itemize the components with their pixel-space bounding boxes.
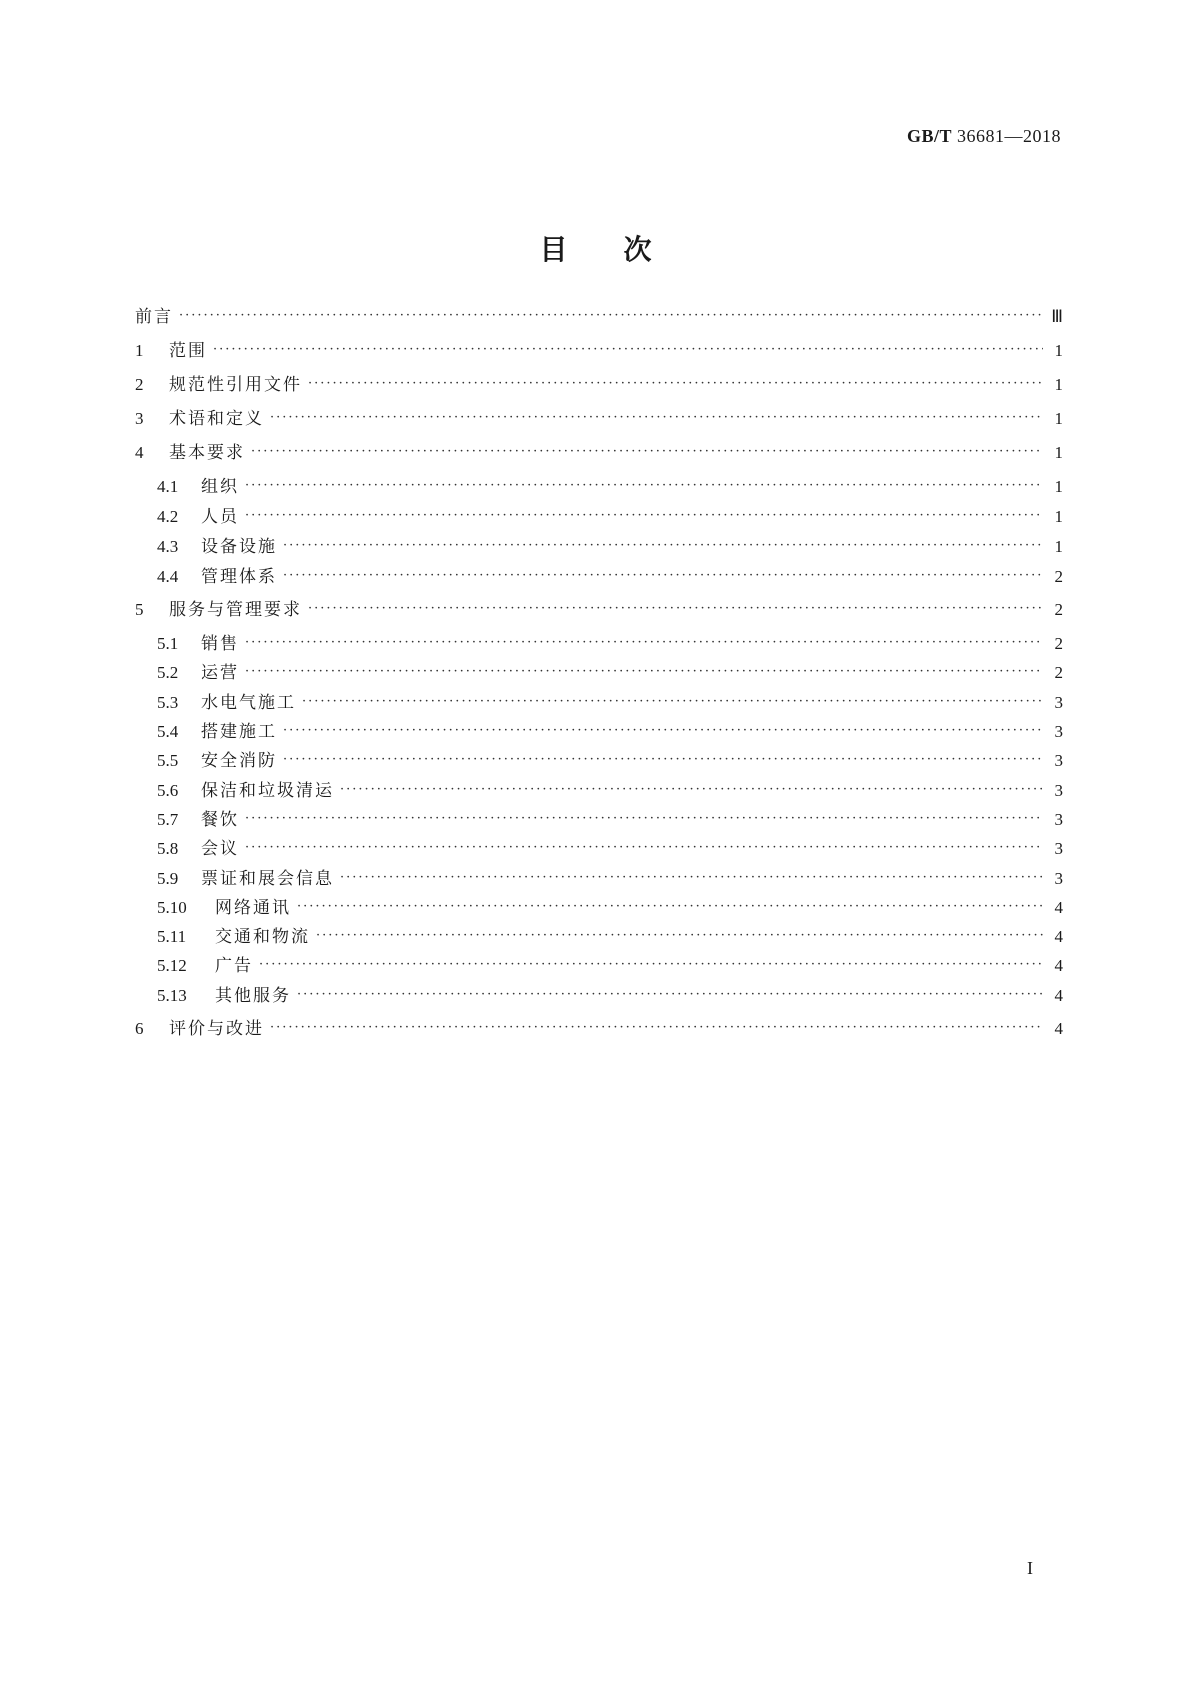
toc-entry-label: 销售 bbox=[201, 634, 239, 654]
toc-entry-number: 4.2 bbox=[157, 507, 179, 526]
toc-entry-4-4[interactable] bbox=[157, 564, 1063, 590]
toc-entry-page: 1 bbox=[1054, 537, 1063, 556]
toc-entry-5[interactable] bbox=[135, 597, 1063, 623]
toc-entry-number: 5.10 bbox=[157, 898, 187, 917]
toc-entry-page: 3 bbox=[1054, 781, 1063, 800]
toc-entry-label: 范围 bbox=[169, 341, 207, 361]
toc-entry-number: 3 bbox=[135, 409, 144, 428]
toc-entry-label: 运营 bbox=[201, 663, 239, 683]
toc-leader bbox=[340, 865, 1043, 891]
toc-entry-number: 2 bbox=[135, 375, 144, 394]
toc-leader bbox=[283, 533, 1043, 559]
toc-entry-6[interactable] bbox=[135, 1016, 1063, 1042]
toc-entry-page: 2 bbox=[1054, 634, 1063, 653]
page-number: I bbox=[1027, 1558, 1033, 1578]
toc-entry-number: 4.4 bbox=[157, 567, 179, 586]
toc-entry-number: 5.7 bbox=[157, 810, 179, 829]
toc-entry-number: 5.4 bbox=[157, 722, 179, 741]
toc-entry-number: 5 bbox=[135, 600, 144, 619]
toc-entry-5-8[interactable] bbox=[157, 836, 1063, 862]
toc-entry-5-7[interactable] bbox=[157, 807, 1063, 833]
toc-leader bbox=[316, 923, 1043, 949]
toc-entry-page: 3 bbox=[1054, 869, 1063, 888]
toc-entry-label: 组织 bbox=[201, 477, 239, 497]
toc-entry-page: 3 bbox=[1054, 722, 1063, 741]
toc-entry-label: 搭建施工 bbox=[201, 722, 277, 742]
toc-entry-label: 前言 bbox=[135, 307, 173, 327]
toc-entry-4[interactable] bbox=[135, 440, 1063, 466]
toc-leader bbox=[245, 630, 1043, 656]
toc-entry-4-2[interactable] bbox=[157, 504, 1063, 530]
toc-entry-5-2[interactable] bbox=[157, 660, 1063, 686]
toc-leader bbox=[270, 405, 1043, 431]
toc-leader bbox=[251, 439, 1043, 465]
toc-entry-page: 3 bbox=[1054, 751, 1063, 770]
toc-entry-5-3[interactable] bbox=[157, 690, 1063, 716]
toc-entry-5-9[interactable] bbox=[157, 866, 1063, 892]
toc-entry-number: 5.6 bbox=[157, 781, 179, 800]
toc-leader bbox=[245, 659, 1043, 685]
toc-entry-page: 2 bbox=[1054, 663, 1063, 682]
toc-entry-label: 设备设施 bbox=[201, 537, 277, 557]
toc-entry-number: 1 bbox=[135, 341, 144, 360]
toc-leader bbox=[245, 835, 1043, 861]
toc-entry-number: 5.2 bbox=[157, 663, 179, 682]
toc-title: 目 次 bbox=[539, 233, 652, 266]
standard-code-prefix: GB/T bbox=[906, 126, 952, 146]
toc-entry-page: 3 bbox=[1054, 693, 1063, 712]
standard-code-number: 36681—2018 bbox=[957, 126, 1061, 146]
toc-entry-page: 1 bbox=[1054, 341, 1063, 360]
toc-leader bbox=[245, 806, 1043, 832]
toc-entry-5-6[interactable] bbox=[157, 778, 1063, 804]
toc-entry-number: 5.1 bbox=[157, 634, 179, 653]
toc-entry-5-11[interactable] bbox=[157, 924, 1063, 950]
toc-entry-page: 4 bbox=[1054, 956, 1063, 975]
toc-entry-label: 广告 bbox=[215, 956, 253, 976]
toc-entry-5-10[interactable] bbox=[157, 895, 1063, 921]
toc-entry-4-1[interactable] bbox=[157, 474, 1063, 500]
toc-entry-page: 4 bbox=[1054, 986, 1063, 1005]
toc-entry-number: 5.9 bbox=[157, 869, 179, 888]
toc-leader bbox=[283, 563, 1043, 589]
toc-entry-number: 5.11 bbox=[157, 927, 187, 946]
toc-leader bbox=[270, 1015, 1043, 1041]
toc-entry-label: 安全消防 bbox=[201, 751, 277, 771]
toc-entry-number: 4.1 bbox=[157, 477, 179, 496]
toc-entry-label: 服务与管理要求 bbox=[169, 600, 302, 620]
toc-entry-page: 3 bbox=[1054, 839, 1063, 858]
toc-entry-label: 交通和物流 bbox=[215, 927, 310, 947]
toc-entry-label: 保洁和垃圾清运 bbox=[201, 781, 334, 801]
toc-entry-label: 餐饮 bbox=[201, 810, 239, 830]
toc-entry-label: 其他服务 bbox=[215, 986, 291, 1006]
toc-leader bbox=[302, 689, 1043, 715]
toc-leader bbox=[245, 473, 1043, 499]
toc-entry-label: 评价与改进 bbox=[169, 1019, 264, 1039]
toc-entry-page: 2 bbox=[1054, 600, 1063, 619]
toc-entry-label: 水电气施工 bbox=[201, 693, 296, 713]
toc-entry-label: 会议 bbox=[201, 839, 239, 859]
toc-entry-label: 票证和展会信息 bbox=[201, 869, 334, 889]
toc-entry-page: Ⅲ bbox=[1051, 307, 1063, 326]
toc-entry-label: 术语和定义 bbox=[169, 409, 264, 429]
toc-entry-4-3[interactable] bbox=[157, 534, 1063, 560]
toc-leader bbox=[245, 503, 1043, 529]
toc-entry-page: 1 bbox=[1054, 375, 1063, 394]
toc-entry-number: 6 bbox=[135, 1019, 144, 1038]
toc-entry-page: 2 bbox=[1054, 567, 1063, 586]
toc-entry-label: 管理体系 bbox=[201, 567, 277, 587]
toc-leader bbox=[308, 596, 1043, 622]
toc-leader bbox=[283, 718, 1043, 744]
toc-entry-foreword[interactable] bbox=[135, 304, 1063, 330]
toc-leader bbox=[297, 894, 1043, 920]
toc-entry-number: 5.13 bbox=[157, 986, 187, 1005]
toc-leader bbox=[213, 337, 1043, 363]
toc-entry-number: 5.5 bbox=[157, 751, 179, 770]
toc-entry-page: 3 bbox=[1054, 810, 1063, 829]
toc-entry-page: 1 bbox=[1054, 477, 1063, 496]
toc-entry-number: 5.8 bbox=[157, 839, 179, 858]
toc-entry-label: 规范性引用文件 bbox=[169, 375, 302, 395]
toc-entry-5-4[interactable] bbox=[157, 719, 1063, 745]
toc-entry-5-12[interactable] bbox=[157, 953, 1063, 979]
toc-entry-page: 4 bbox=[1054, 1019, 1063, 1038]
toc-entry-number: 4 bbox=[135, 443, 144, 462]
toc-entry-label: 网络通讯 bbox=[215, 898, 291, 918]
toc-leader bbox=[340, 777, 1043, 803]
toc-entry-1[interactable] bbox=[135, 338, 1063, 364]
toc-entry-5-5[interactable] bbox=[157, 748, 1063, 774]
toc-entry-page: 4 bbox=[1054, 898, 1063, 917]
toc-entry-5-13[interactable] bbox=[157, 983, 1063, 1009]
toc-entry-page: 1 bbox=[1054, 409, 1063, 428]
toc-entry-5-1[interactable] bbox=[157, 631, 1063, 657]
toc-leader bbox=[283, 747, 1043, 773]
toc-entry-2[interactable] bbox=[135, 372, 1063, 398]
standard-code bbox=[907, 126, 1061, 147]
toc-entry-number: 4.3 bbox=[157, 537, 179, 556]
toc-entry-page: 1 bbox=[1054, 507, 1063, 526]
toc-entry-label: 人员 bbox=[201, 507, 239, 527]
toc-leader bbox=[179, 303, 1043, 329]
toc-entry-number: 5.12 bbox=[157, 956, 187, 975]
toc-entry-page: 1 bbox=[1054, 443, 1063, 462]
toc-entry-number: 5.3 bbox=[157, 693, 179, 712]
toc-entry-page: 4 bbox=[1054, 927, 1063, 946]
toc-entry-label: 基本要求 bbox=[169, 443, 245, 463]
toc-leader bbox=[259, 952, 1043, 978]
toc-entry-3[interactable] bbox=[135, 406, 1063, 432]
toc-leader bbox=[308, 371, 1043, 397]
toc-leader bbox=[297, 982, 1043, 1008]
